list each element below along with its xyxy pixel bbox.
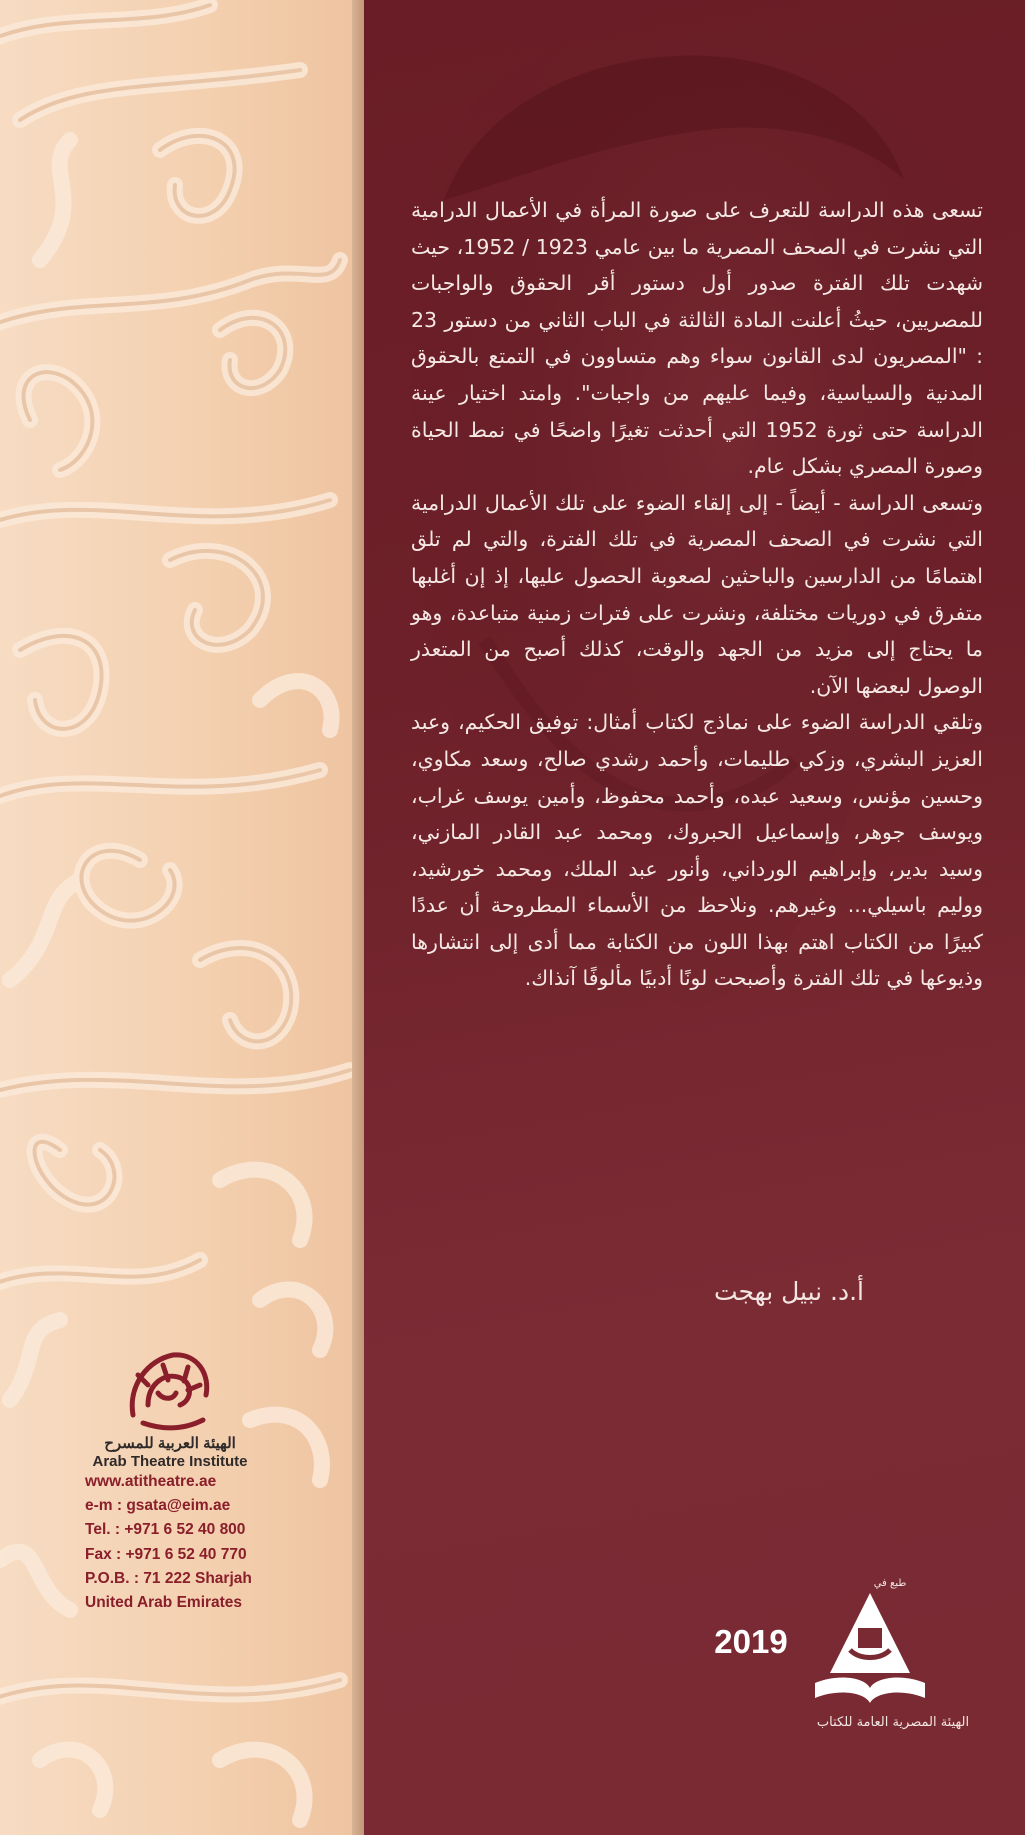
gebo-pyramid-book-logo xyxy=(810,1588,930,1713)
arab-theatre-institute-logo xyxy=(118,1345,218,1435)
author-name: أ.د. نبيل بهجت xyxy=(713,1277,864,1306)
gebo-name: الهيئة المصرية العامة للكتاب xyxy=(816,1715,970,1730)
publisher-country: United Arab Emirates xyxy=(85,1594,243,1612)
back-cover-blurb xyxy=(411,192,983,997)
publisher-tel: Tel. : +971 6 52 40 800 xyxy=(85,1521,246,1539)
blurb-paragraph: تسعى هذه الدراسة للتعرف على صورة المرأة في الأعمال الدرامية التي نشرت في الصحف المصرية ما بين عامي 1923 / 1952، حيث شهدت تلك الفترة صدور أول دستور أقر الحقوق والواجبات للمصريين، حيثُ أعلنت المادة الثالثة في الباب الثاني من دستور 23 : "المصريون لدى القانون سواء وهم متساوون في التمتع بالحقوق المدنية والسياسية، وفيما عليهم من واجبات". وامتد اختيار عينة الدراسة حتى ثورة 1952 التي أحدثت تغيرًا واضحًا في نمط الحياة وصورة المصري بشكل عام. xyxy=(411,198,984,479)
publisher-website: www.atitheatre.ae xyxy=(85,1473,217,1490)
publication-year: 2019 xyxy=(714,1623,788,1660)
blurb-paragraph: وتلقي الدراسة الضوء على نماذج لكتاب أمثال: توفيق الحكيم، وعبد العزيز البشري، وزكي طليمات، وأحمد رشدي صالح، وسعد مكاوي، وحسين مؤنس، وسعيد عبده، وأحمد محفوظ، وأمين يوسف غراب، ويوسف جوهر، وإسماعيل الحبروك، ومحمد عبد القادر المازني، وسيد بدير، وإبراهيم الورداني، وأنور عبد الملك، ومحمد خورشيد، ووليم باسيلي... وغيرهم. ونلاحظ من الأسماء المطروحة أن عددًا كبيرًا من الكتاب اهتم بهذا اللون من الكتابة مما أدى إلى انتشارها وذيوعها في تلك الفترة وأصبحت لونًا أدبيًا مألوفًا آنذاك. xyxy=(411,710,983,991)
publisher-contact-block xyxy=(85,1435,285,1615)
publisher-name-english: Arab Theatre Institute xyxy=(92,1453,248,1470)
publisher-name-arabic: الهيئة العربية للمسرح xyxy=(104,1435,236,1452)
publisher-pob: P.O.B. : 71 222 Sharjah xyxy=(85,1569,252,1587)
back-cover-panel xyxy=(364,0,1025,1835)
printed-in-label: طبع في xyxy=(873,1578,907,1589)
publisher-fax: Fax : +971 6 52 40 770 xyxy=(85,1545,247,1563)
publisher-email: e-m : gsata@eim.ae xyxy=(85,1497,231,1515)
blurb-paragraph: وتسعى الدراسة - أيضاً - إلى إلقاء الضوء على تلك الأعمال الدرامية التي نشرت في الصحف المصرية في تلك الفترة، والتي لم تلق اهتمامًا من الدارسين والباحثين لصعوبة الحصول عليها، إذ إن أغلبها متفرق في دوريات مختلفة، ونشرت على فترات زمنية متباعدة، وهو ما يحتاج إلى مزيد من الجهد والوقت، كذلك أصبح من المتعذر الوصول لبعضها الآن. xyxy=(411,490,983,698)
